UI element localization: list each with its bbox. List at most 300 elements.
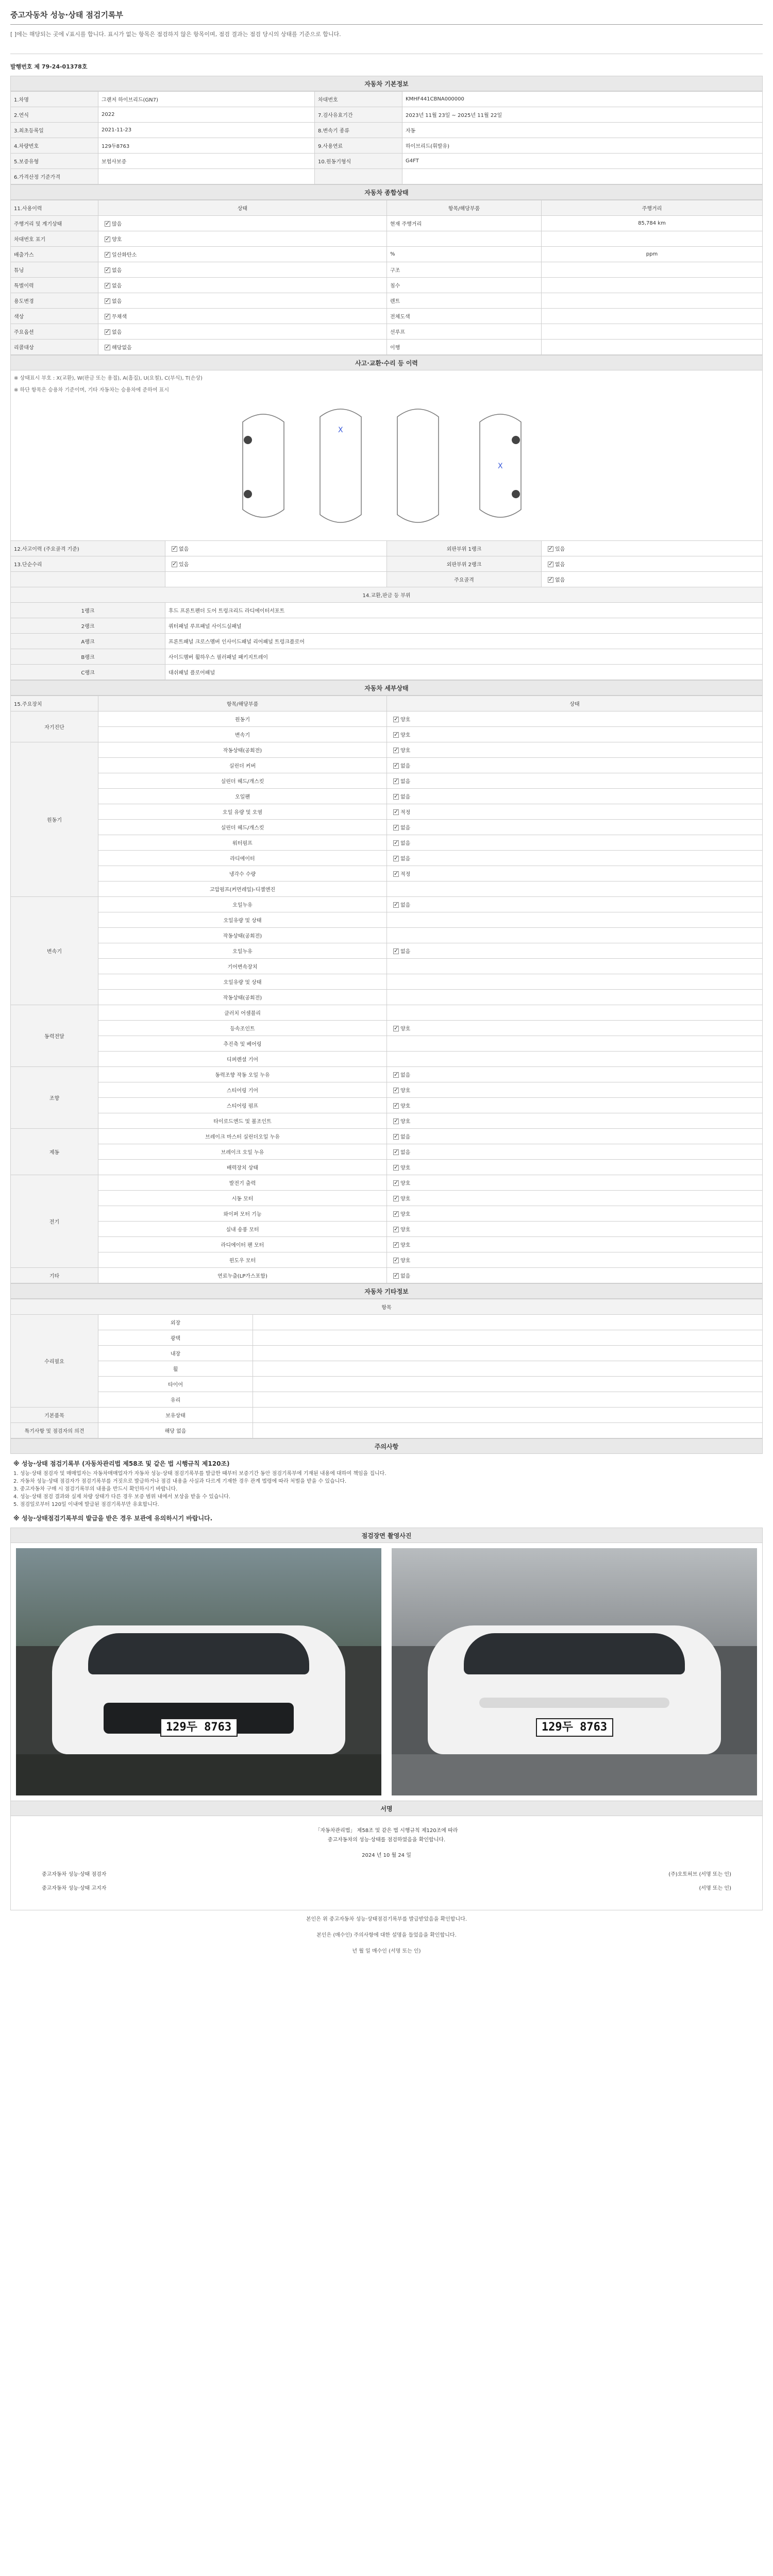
detail-state bbox=[387, 974, 763, 990]
section-photo: 점검장면 촬영사진 bbox=[10, 1528, 763, 1543]
sign-text-2: 중고자동차의 성능·상태를 점검하였음을 확인합니다. bbox=[327, 1837, 446, 1843]
extra-item: 내장 bbox=[98, 1346, 253, 1361]
checkbox-icon bbox=[548, 577, 553, 583]
issue-number bbox=[10, 54, 763, 76]
detail-row bbox=[11, 866, 763, 882]
detail-row bbox=[11, 758, 763, 773]
detail-state bbox=[387, 1237, 763, 1252]
damage-row bbox=[11, 572, 763, 587]
basic-value: KMHF441CBNA000000 bbox=[402, 92, 763, 107]
detail-part: 오일누유 bbox=[98, 897, 387, 912]
detail-state bbox=[387, 1268, 763, 1283]
check-label: 없음 bbox=[400, 949, 411, 955]
basic-key: 7.검사유효기간 bbox=[315, 107, 402, 123]
frame-key: 2랭크 bbox=[11, 618, 165, 634]
photo-area bbox=[10, 1543, 763, 1801]
check-label: 양호 bbox=[400, 733, 411, 738]
basic-value bbox=[98, 169, 315, 184]
detail-row bbox=[11, 1098, 763, 1113]
basic-key bbox=[315, 169, 402, 184]
check-label: 양호 bbox=[400, 1119, 411, 1125]
detail-row bbox=[11, 1160, 763, 1175]
wheel-icon bbox=[244, 436, 252, 444]
detail-state bbox=[387, 758, 763, 773]
damage-key: 12.사고이력 (주요골격 기준) bbox=[11, 541, 165, 556]
sign-date: 2024 년 10 월 24 일 bbox=[362, 1853, 411, 1858]
basic-value: 129두8763 bbox=[98, 138, 315, 154]
extra-value bbox=[253, 1315, 763, 1330]
extra-value bbox=[253, 1346, 763, 1361]
check-label: 없음 bbox=[400, 1150, 411, 1156]
detail-state bbox=[387, 1005, 763, 1021]
detail-part: 오일유량 및 상태 bbox=[98, 974, 387, 990]
detail-part: 클러치 어셈블리 bbox=[98, 1005, 387, 1021]
detail-row bbox=[11, 990, 763, 1005]
basic-key: 4.차량번호 bbox=[11, 138, 98, 154]
notifier-label: 중고자동차 성능·상태 고지자 bbox=[42, 1886, 107, 1891]
detail-part: 오일누유 bbox=[98, 943, 387, 959]
overall-state bbox=[98, 262, 387, 278]
detail-group: 기타 bbox=[11, 1268, 98, 1283]
detail-group: 전기 bbox=[11, 1175, 98, 1268]
detail-part: 라디에이터 bbox=[98, 851, 387, 866]
check-label: 없음 bbox=[112, 299, 122, 304]
checkbox-icon bbox=[393, 856, 399, 861]
detail-part: 시동 모터 bbox=[98, 1191, 387, 1206]
detail-group: 제동 bbox=[11, 1129, 98, 1175]
detail-row bbox=[11, 1268, 763, 1283]
overall-key: 색상 bbox=[11, 309, 98, 324]
damage-key: 13.단순수리 bbox=[11, 556, 165, 572]
overall-state bbox=[98, 231, 387, 247]
detail-state bbox=[387, 727, 763, 742]
checkbox-icon bbox=[393, 763, 399, 769]
rank-state bbox=[542, 541, 763, 556]
damage-mark-x: X bbox=[498, 462, 503, 470]
damage-state bbox=[165, 572, 387, 587]
detail-part: 실린더 커버 bbox=[98, 758, 387, 773]
overall-row bbox=[11, 262, 763, 278]
inspector-row bbox=[42, 1867, 731, 1880]
check-label: 없음 bbox=[400, 825, 411, 831]
detail-part: 작동상태(공회전) bbox=[98, 928, 387, 943]
detail-part: 냉각수 수량 bbox=[98, 866, 387, 882]
detail-state bbox=[387, 1036, 763, 1052]
check-label: 양호 bbox=[400, 1165, 411, 1171]
caution-item: 2. 자동차 성능·상태 점검자가 점검기록부를 거짓으로 발급하거나 점검 내용을 사실과 다르게 기재한 경우 관계 법령에 따라 처벌을 받을 수 있습니다. bbox=[13, 1479, 347, 1484]
detail-state bbox=[387, 1191, 763, 1206]
detail-row bbox=[11, 804, 763, 820]
overall-key: 용도변경 bbox=[11, 293, 98, 309]
overall-value bbox=[542, 262, 763, 278]
rank-state bbox=[542, 556, 763, 572]
overall-key: 주요옵션 bbox=[11, 324, 98, 340]
overall-key: 리콜대상 bbox=[11, 340, 98, 355]
overall-key: 특별이력 bbox=[11, 278, 98, 293]
section-detail-state: 자동차 세부상태 bbox=[10, 680, 763, 696]
overall-state bbox=[98, 278, 387, 293]
damage-diagram bbox=[10, 370, 763, 540]
detail-state bbox=[387, 1129, 763, 1144]
check-label: 양호 bbox=[400, 1227, 411, 1233]
frame-key: 1랭크 bbox=[11, 603, 165, 618]
received-note: 본인은 위 중고자동차 성능·상태점검기록부를 발급받았음을 확인합니다. bbox=[306, 1917, 467, 1922]
notice-text: [ ]에는 해당되는 곳에 √표시를 합니다. 표시가 없는 항목은 점검하지 않은 항목이며, 점검 결과는 점검 당시의 상태를 기준으로 합니다. bbox=[10, 25, 763, 54]
detail-state bbox=[387, 990, 763, 1005]
check-label: 없음 bbox=[400, 1134, 411, 1140]
check-label: 없음 bbox=[555, 562, 565, 568]
checkbox-icon bbox=[548, 562, 553, 567]
checkbox-icon bbox=[548, 546, 553, 552]
overall-value bbox=[542, 340, 763, 355]
detail-state bbox=[387, 789, 763, 804]
detail-state bbox=[387, 959, 763, 974]
frame-value: 후드 프론트펜더 도어 트렁크리드 라디에이터서포트 bbox=[165, 603, 763, 618]
detail-state bbox=[387, 1175, 763, 1191]
checkbox-icon bbox=[393, 1258, 399, 1263]
basic-value: 2021-11-23 bbox=[98, 123, 315, 138]
detail-row bbox=[11, 912, 763, 928]
checkbox-icon bbox=[105, 236, 110, 242]
detail-row bbox=[11, 1052, 763, 1067]
detail-part: 스티어링 펌프 bbox=[98, 1098, 387, 1113]
detail-state bbox=[387, 897, 763, 912]
detail-row bbox=[11, 1237, 763, 1252]
checkbox-icon bbox=[393, 1103, 399, 1109]
basic-key: 8.변속기 종류 bbox=[315, 123, 402, 138]
rank-key: 외판부위 1랭크 bbox=[387, 541, 542, 556]
detail-part: 실내 송풍 모터 bbox=[98, 1222, 387, 1237]
checkbox-icon bbox=[393, 1211, 399, 1217]
check-label: 있음 bbox=[555, 547, 565, 552]
detail-row bbox=[11, 727, 763, 742]
checkbox-icon bbox=[393, 809, 399, 815]
damage-row bbox=[11, 556, 763, 572]
frame-key: A랭크 bbox=[11, 634, 165, 649]
overall-state bbox=[98, 324, 387, 340]
detail-part: 발전기 출력 bbox=[98, 1175, 387, 1191]
basic-key: 차대번호 bbox=[315, 92, 402, 107]
detail-state bbox=[387, 1252, 763, 1268]
detail-state bbox=[387, 804, 763, 820]
overall-state bbox=[98, 216, 387, 231]
checkbox-icon bbox=[393, 1227, 399, 1232]
overall-value: ppm bbox=[542, 247, 763, 262]
wheel-icon bbox=[244, 490, 252, 498]
check-label: 많음 bbox=[112, 222, 122, 227]
check-label: 없음 bbox=[400, 779, 411, 785]
basic-value: 보험사보증 bbox=[98, 154, 315, 169]
detail-row bbox=[11, 1113, 763, 1129]
overall-row bbox=[11, 309, 763, 324]
overall-part: 이행 bbox=[387, 340, 542, 355]
extra-row bbox=[11, 1423, 763, 1438]
basic-info-table bbox=[10, 91, 763, 184]
basic-value bbox=[402, 169, 763, 184]
inspector-value: (주)오토허브 (서명 또는 인) bbox=[668, 1872, 731, 1877]
detail-state bbox=[387, 711, 763, 727]
overall-state bbox=[98, 340, 387, 355]
detail-part: 추진축 및 베어링 bbox=[98, 1036, 387, 1052]
overall-value bbox=[542, 278, 763, 293]
checkbox-icon bbox=[393, 1242, 399, 1248]
checkbox-icon bbox=[393, 717, 399, 722]
basic-key: 5.보증유형 bbox=[11, 154, 98, 169]
detail-part: 라디에이터 팬 모터 bbox=[98, 1237, 387, 1252]
overall-head-state: 상태 bbox=[98, 200, 387, 216]
basic-key: 6.가격산정 기준가격 bbox=[11, 169, 98, 184]
car-outline-diagram bbox=[232, 401, 542, 530]
detail-head-device: 15.주요장치 bbox=[11, 696, 98, 711]
detail-state-table bbox=[10, 696, 763, 1283]
detail-state bbox=[387, 1222, 763, 1237]
detail-group: 동력전달 bbox=[11, 1005, 98, 1067]
overall-state bbox=[98, 293, 387, 309]
overall-part: 선루프 bbox=[387, 324, 542, 340]
extra-row bbox=[11, 1315, 763, 1330]
check-label: 양호 bbox=[400, 1258, 411, 1264]
overall-key: 차대번호 표기 bbox=[11, 231, 98, 247]
sign-area bbox=[10, 1816, 763, 1910]
damage-state bbox=[165, 556, 387, 572]
rank-state bbox=[542, 572, 763, 587]
checkbox-icon bbox=[105, 267, 110, 273]
detail-state bbox=[387, 1067, 763, 1082]
check-label: 양호 bbox=[112, 237, 122, 243]
overall-value bbox=[542, 231, 763, 247]
checkbox-icon bbox=[393, 1165, 399, 1171]
basic-key: 9.사용연료 bbox=[315, 138, 402, 154]
checkbox-icon bbox=[393, 1072, 399, 1078]
check-label: 양호 bbox=[400, 1181, 411, 1187]
detail-row bbox=[11, 1067, 763, 1082]
section-overall-state: 자동차 종합상태 bbox=[10, 184, 763, 200]
caution-item: 3. 중고자동차 구매 시 점검기록부의 내용을 반드시 확인하시기 바랍니다. bbox=[13, 1486, 178, 1492]
damage-table bbox=[10, 540, 763, 680]
check-label: 양호 bbox=[400, 717, 411, 723]
check-label: 없음 bbox=[179, 547, 189, 552]
basic-row bbox=[11, 107, 763, 123]
frame-key: C랭크 bbox=[11, 665, 165, 680]
damage-legend-sub: ※ 하단 항목은 승용차 기준이며, 기타 자동차는 승용차에 준하여 표시 bbox=[14, 387, 169, 393]
basic-value: 그랜저 하이브리드(GN7) bbox=[98, 92, 315, 107]
check-label: 없음 bbox=[555, 578, 565, 583]
damage-key bbox=[11, 572, 165, 587]
detail-row bbox=[11, 1144, 763, 1160]
detail-state bbox=[387, 866, 763, 882]
caution-footer: ※ 성능·상태점검기록부의 발급을 받은 경우 보관에 유의하시기 바랍니다. bbox=[13, 1515, 213, 1522]
frame-value: 쿼터패널 루프패널 사이드실패널 bbox=[165, 618, 763, 634]
check-label: 있음 bbox=[179, 562, 189, 568]
frame-key: B랭크 bbox=[11, 649, 165, 665]
caution-item: 5. 점검일로부터 120일 이내에 발급된 점검기록부만 유효합니다. bbox=[13, 1502, 159, 1507]
check-label: 없음 bbox=[112, 268, 122, 274]
detail-state bbox=[387, 773, 763, 789]
check-label: 해당없음 bbox=[112, 345, 132, 351]
detail-part: 오일 유량 및 오염 bbox=[98, 804, 387, 820]
detail-state bbox=[387, 1144, 763, 1160]
damage-legend: ※ 상태표시 부호 : X(교환), W(판금 또는 용접), A(흠집), U(요철), C(부식), T(손상) bbox=[14, 376, 203, 381]
detail-group: 변속기 bbox=[11, 897, 98, 1005]
document-title: 중고자동차 성능·상태 점검기록부 bbox=[10, 0, 763, 25]
overall-value: 85,784 km bbox=[542, 216, 763, 231]
extra-row bbox=[11, 1361, 763, 1377]
detail-group: 원동기 bbox=[11, 742, 98, 897]
detail-part: 윈도우 모터 bbox=[98, 1252, 387, 1268]
overall-part: 현재 주행거리 bbox=[387, 216, 542, 231]
detail-part: 등속조인트 bbox=[98, 1021, 387, 1036]
detail-state bbox=[387, 1082, 763, 1098]
detail-state bbox=[387, 928, 763, 943]
extra-row bbox=[11, 1377, 763, 1392]
basic-row bbox=[11, 138, 763, 154]
frame-row bbox=[11, 618, 763, 634]
detail-group: 조향 bbox=[11, 1067, 98, 1129]
detail-row bbox=[11, 1036, 763, 1052]
overall-part: 렌트 bbox=[387, 293, 542, 309]
detail-row bbox=[11, 789, 763, 804]
overall-row bbox=[11, 293, 763, 309]
check-label: 없음 bbox=[400, 794, 411, 800]
caution-title: ※ 성능·상태 점검기록부 (자동차관리법 제58조 및 같은 법 시행규칙 제120조) bbox=[13, 1460, 230, 1467]
detail-row bbox=[11, 711, 763, 727]
overall-head-usage: 11.사용이력 bbox=[11, 200, 98, 216]
detail-part: 스티어링 기어 bbox=[98, 1082, 387, 1098]
extra-item: 휠 bbox=[98, 1361, 253, 1377]
check-label: 없음 bbox=[400, 764, 411, 769]
basic-row bbox=[11, 92, 763, 107]
notifier-value: (서명 또는 인) bbox=[699, 1886, 731, 1891]
checkbox-icon bbox=[393, 902, 399, 908]
checkbox-icon bbox=[393, 825, 399, 831]
frame-value: 사이드멤버 휠하우스 필러패널 패키지트레이 bbox=[165, 649, 763, 665]
detail-part: 브레이크 오일 누유 bbox=[98, 1144, 387, 1160]
overall-state-table bbox=[10, 200, 763, 355]
buyer-note: 본인은 (매수인) 주의사항에 대한 설명을 들었음을 확인합니다. bbox=[316, 1933, 457, 1938]
detail-row bbox=[11, 1175, 763, 1191]
checkbox-icon bbox=[393, 732, 399, 738]
detail-part: 디퍼렌셜 기어 bbox=[98, 1052, 387, 1067]
detail-group: 자기진단 bbox=[11, 711, 98, 742]
section-extra-info: 자동차 기타정보 bbox=[10, 1283, 763, 1299]
checkbox-icon bbox=[393, 1026, 399, 1031]
detail-row bbox=[11, 974, 763, 990]
frame-title-row bbox=[11, 587, 763, 603]
check-label: 없음 bbox=[112, 330, 122, 335]
checkbox-icon bbox=[105, 252, 110, 258]
detail-part: 연료누출(LP가스포함) bbox=[98, 1268, 387, 1283]
checkbox-icon bbox=[105, 314, 110, 319]
detail-row bbox=[11, 943, 763, 959]
wheel-icon bbox=[512, 436, 520, 444]
detail-part: 와이퍼 모터 기능 bbox=[98, 1206, 387, 1222]
caution-item: 1. 성능·상태 점검자 및 매매업자는 자동차매매업자가 자동차 성능·상태 점검기록부를 발급한 때부터 보증기간 동안 점검기록부에 기재된 내용에 대하여 책임을 집니다. bbox=[13, 1471, 386, 1477]
checkbox-icon bbox=[393, 1118, 399, 1124]
overall-value bbox=[542, 293, 763, 309]
basic-row bbox=[11, 123, 763, 138]
checkbox-icon bbox=[105, 345, 110, 350]
check-label: 적정 bbox=[400, 872, 411, 877]
detail-state bbox=[387, 882, 763, 897]
overall-part: 전체도색 bbox=[387, 309, 542, 324]
detail-state bbox=[387, 1098, 763, 1113]
checkbox-icon bbox=[105, 298, 110, 304]
checkbox-icon bbox=[393, 1134, 399, 1140]
check-label: 양호 bbox=[400, 1196, 411, 1202]
car-left-side bbox=[243, 414, 284, 517]
detail-row bbox=[11, 742, 763, 758]
rear-license-plate: 129두 8763 bbox=[536, 1718, 613, 1737]
detail-part: 오일유량 및 상태 bbox=[98, 912, 387, 928]
check-label: 양호 bbox=[400, 1088, 411, 1094]
detail-part: 워터펌프 bbox=[98, 835, 387, 851]
checkbox-icon bbox=[393, 748, 399, 753]
checkbox-icon bbox=[393, 840, 399, 846]
check-label: 양호 bbox=[400, 1026, 411, 1032]
checkbox-icon bbox=[172, 546, 177, 552]
wheel-icon bbox=[512, 490, 520, 498]
detail-row bbox=[11, 882, 763, 897]
detail-part: 브레이크 마스터 실린더오일 누유 bbox=[98, 1129, 387, 1144]
checkbox-icon bbox=[105, 221, 110, 227]
basic-key: 2.연식 bbox=[11, 107, 98, 123]
extra-key: 기본품목 bbox=[11, 1408, 98, 1423]
detail-part: 오일팬 bbox=[98, 789, 387, 804]
frame-value: 프론트패널 크로스멤버 인사이드패널 리어패널 트렁크플로어 bbox=[165, 634, 763, 649]
extra-value bbox=[253, 1392, 763, 1408]
extra-row bbox=[11, 1408, 763, 1423]
detail-part: 작동상태(공회전) bbox=[98, 742, 387, 758]
extra-item: 외장 bbox=[98, 1315, 253, 1330]
extra-item: 유리 bbox=[98, 1392, 253, 1408]
damage-state bbox=[165, 541, 387, 556]
frame-value: 대쉬패널 플로어패널 bbox=[165, 665, 763, 680]
detail-state bbox=[387, 1052, 763, 1067]
overall-head-mileage: 주행거리 bbox=[542, 200, 763, 216]
overall-part: 침수 bbox=[387, 278, 542, 293]
frame-row bbox=[11, 665, 763, 680]
frame-title: 14.교환,판금 등 부위 bbox=[11, 587, 763, 603]
overall-part: % bbox=[387, 247, 542, 262]
detail-row bbox=[11, 773, 763, 789]
detail-part: 고압펌프(커먼레일)-디젤엔진 bbox=[98, 882, 387, 897]
overall-row bbox=[11, 247, 763, 262]
extra-value bbox=[253, 1361, 763, 1377]
detail-part: 실린더 헤드/개스킷 bbox=[98, 773, 387, 789]
check-label: 양호 bbox=[400, 748, 411, 754]
check-label: 없음 bbox=[400, 841, 411, 846]
checkbox-icon bbox=[393, 1088, 399, 1093]
extra-item: 타이어 bbox=[98, 1377, 253, 1392]
sign-text-1: 「자동차관리법」 제58조 및 같은 법 시행규칙 제120조에 따라 bbox=[315, 1828, 458, 1834]
basic-row bbox=[11, 154, 763, 169]
section-caution: 주의사항 bbox=[10, 1438, 763, 1454]
overall-state bbox=[98, 247, 387, 262]
check-label: 양호 bbox=[400, 1243, 411, 1248]
overall-key: 주행거리 및 계기상태 bbox=[11, 216, 98, 231]
buyer-sign: 년 월 일 매수인 (서명 또는 인) bbox=[352, 1948, 421, 1954]
check-label: 양호 bbox=[400, 1104, 411, 1109]
extra-row bbox=[11, 1392, 763, 1408]
extra-value bbox=[253, 1377, 763, 1392]
basic-value: 하이브리드(휘발유) bbox=[402, 138, 763, 154]
detail-row bbox=[11, 835, 763, 851]
detail-part: 변속기 bbox=[98, 727, 387, 742]
issue-number-value: 79-24-01378호 bbox=[41, 63, 88, 70]
checkbox-icon bbox=[172, 562, 177, 567]
section-basic-info: 자동차 기본정보 bbox=[10, 76, 763, 91]
basic-value: 자동 bbox=[402, 123, 763, 138]
